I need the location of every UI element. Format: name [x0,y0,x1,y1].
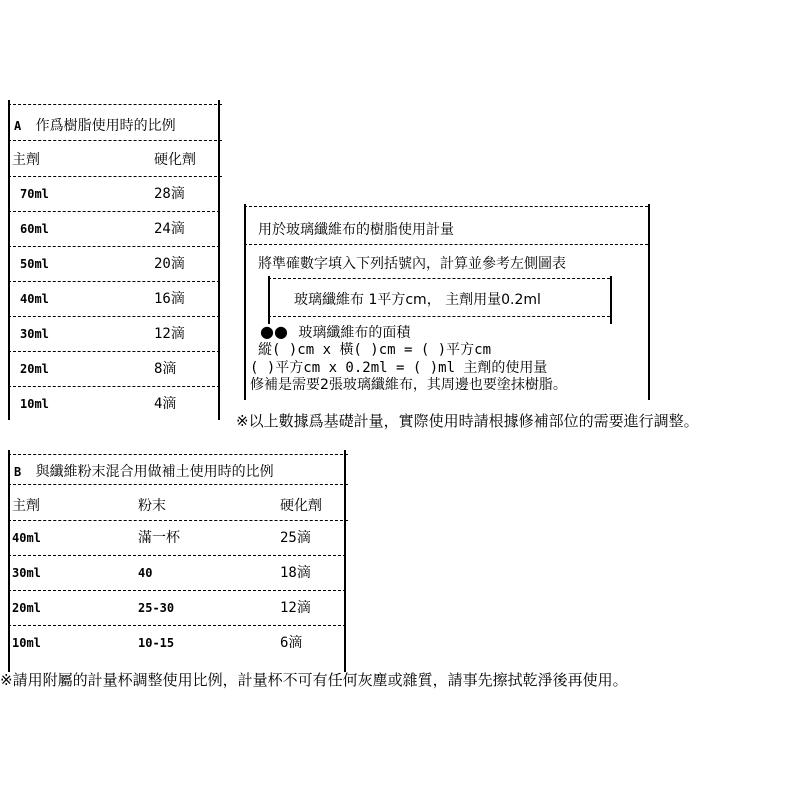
calc-area-label: 玻璃纖維布的面積 [298,325,411,341]
table-b-header-main: 主劑 [12,498,40,514]
table-b [8,450,348,672]
table-a-cell-hardener: 4滴 [154,396,177,412]
table-b-title-text: 與纖維粉末混合用做補土使用時的比例 [35,464,274,480]
table-a-cell-hardener: 12滴 [154,326,185,342]
table-a-cell-main: 30ml [20,327,49,341]
table-a-header-hardener: 硬化劑 [154,152,196,168]
note-1: ※以上數據爲基礎計量，實際使用時請根據修補部位的需要進行調整。 [236,412,699,430]
calc-line-2: ( )平方cm x 0.2ml = ( )ml 主劑的使用量 [250,360,548,376]
table-b-title [14,464,274,480]
table-a-cell-hardener: 16滴 [154,291,185,307]
table-b-header-hardener: 硬化劑 [280,498,322,514]
table-a-header-main: 主劑 [12,152,40,168]
table-a-row-divider [8,316,220,317]
table-a-cell-main: 60ml [20,222,49,236]
calc-box-title: 用於玻璃纖維布的樹脂使用計量 [258,222,454,238]
table-b-cell-hardener: 25滴 [280,530,311,546]
calc-box-inner-text: 玻璃纖維布 1平方cm， 主劑用量0.2ml [294,292,541,308]
table-a-row-divider [8,211,220,212]
table-b-cell-main: 40ml [12,531,41,545]
table-a-title [14,118,176,134]
table-a-row-divider [8,351,220,352]
table-b-label: B [14,465,22,479]
table-b-row-divider [8,625,346,626]
calc-box-inner [268,276,614,324]
table-a-cell-hardener: 24滴 [154,221,185,237]
table-a-label: A [14,119,22,133]
calc-box [244,204,656,414]
table-a-cell-hardener: 20滴 [154,256,185,272]
bullet-icon: ●● [260,322,288,341]
table-a-cell-hardener: 8滴 [154,361,177,377]
table-b-cell-main: 10ml [12,636,41,650]
calc-line-3: 修補是需要2張玻璃纖維布，其周邊也要塗抹樹脂。 [250,377,567,393]
table-b-cell-main: 30ml [12,566,41,580]
table-b-row-divider [8,555,346,556]
table-a-cell-main: 20ml [20,362,49,376]
calc-area-heading [260,324,410,341]
table-a-row-divider [8,386,220,387]
table-b-header-powder: 粉末 [138,498,166,514]
calc-box-instruction: 將準確數字填入下列括號內，計算並參考左側圖表 [258,256,566,272]
table-b-cell-hardener: 18滴 [280,565,311,581]
table-a-row-divider [8,246,220,247]
table-a-cell-main: 70ml [20,187,49,201]
table-b-cell-powder: 25-30 [138,601,175,615]
table-a-cell-main: 50ml [20,257,49,271]
table-a-cell-hardener: 28滴 [154,186,185,202]
table-a [8,100,222,420]
table-a-title-text: 作爲樹脂使用時的比例 [35,118,176,134]
table-a-cell-main: 10ml [20,397,49,411]
table-b-cell-powder: 滿一杯 [138,530,180,546]
table-a-cell-main: 40ml [20,292,49,306]
table-b-cell-hardener: 12滴 [280,600,311,616]
table-b-cell-powder: 10-15 [138,636,175,650]
note-2: ※請用附屬的計量杯調整使用比例，計量杯不可有任何灰塵或雜質，請事先擦拭乾淨後再使用。 [0,671,628,689]
calc-line-1: 縱( )cm x 橫( )cm = ( )平方cm [258,342,492,358]
table-b-cell-main: 20ml [12,601,41,615]
table-b-row-divider [8,590,346,591]
table-a-row-divider [8,281,220,282]
table-b-cell-hardener: 6滴 [280,635,303,651]
table-b-cell-powder: 40 [138,566,153,580]
